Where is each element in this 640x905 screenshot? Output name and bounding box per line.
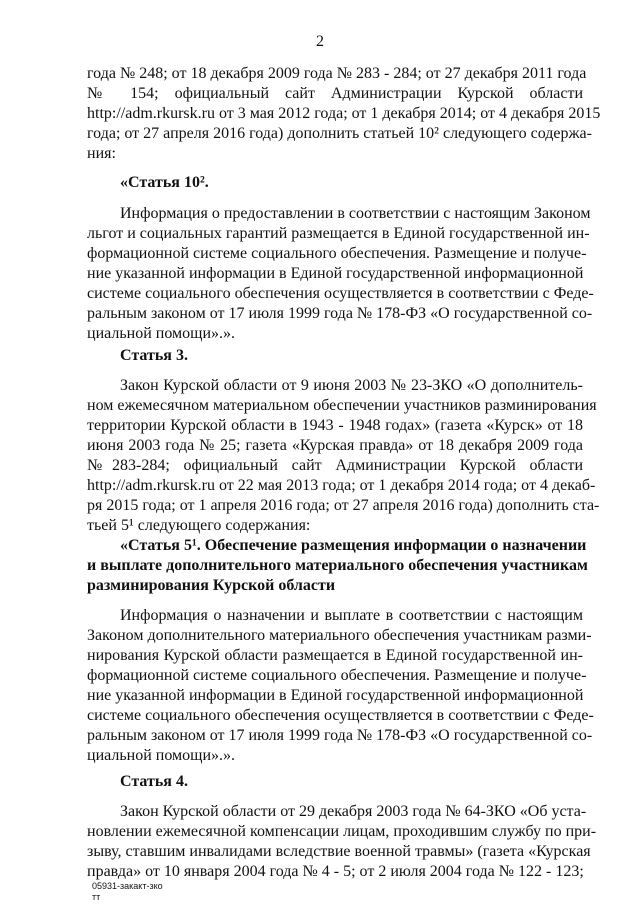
paragraph-line: года; от 27 апреля 2016 года) дополнить статьей 10² следующего содержа- [87, 125, 592, 142]
paragraph-line: июня 2003 года № 25; газета «Курская правда» от 18 декабря 2009 года [87, 437, 583, 454]
paragraph-line: циальной помощи».». [87, 747, 236, 764]
paragraph-line: Закон Курской области от 9 июня 2003 № 23-ЗКО «О дополнитель- [120, 377, 583, 394]
paragraph-line: новлении ежемесячной компенсации лицам, проходившим службу по при- [87, 823, 597, 840]
paragraph-line: ние указанной информации в Единой государственной информационной [87, 265, 584, 282]
paragraph-line: тьей 5¹ следующего содержания: [87, 517, 311, 534]
article-heading: «Статья 5¹. Обеспечение размещения информации о назначении [120, 537, 587, 554]
paragraph-line: Информация о предоставлении в соответствии с настоящим Законом [120, 205, 591, 222]
paragraph-line: Информация о назначении и выплате в соответствии с настоящим [120, 607, 583, 624]
paragraph-line: зыву, ставшим инвалидами вследствие военной травмы» (газета «Курская [87, 843, 591, 860]
footer-code: 05931-закакт-зко [92, 881, 163, 891]
paragraph-line: льгот и социальных гарантий размещается в Единой государственной ин- [87, 225, 590, 242]
paragraph-line: http://adm.rkursk.ru от 22 мая 2013 года; от 1 декабря 2014 года; от 4 декаб- [87, 477, 596, 494]
paragraph-line: Законом дополнительного материального обеспечения участникам разми- [87, 627, 592, 644]
article-heading: Статья 3. [120, 347, 188, 364]
paragraph-line: системе социального обеспечения осуществляется в соответствии с Феде- [87, 707, 594, 724]
footer-initials: тт [92, 892, 101, 902]
paragraph-line: http://adm.rkursk.ru от 3 мая 2012 года; от 1 декабря 2014; от 4 декабря 2015 [87, 105, 601, 122]
article-heading: разминирования Курской области [87, 577, 336, 594]
paragraph-line: правда» от 10 января 2004 года № 4 - 5; от 2 июля 2004 года № 122 - 123; [87, 863, 584, 880]
paragraph-line: Закон Курской области от 29 декабря 2003 года № 64-ЗКО «Об уста- [120, 803, 587, 820]
paragraph-line: №283-284; официальный сайт Администрации Курской области [87, 457, 583, 474]
paragraph-line: ние указанной информации в Единой государственной информационной [87, 687, 584, 704]
paragraph-line: территории Курской области в 1943 - 1948 годах» (газета «Курск» от 18 [87, 417, 583, 434]
paragraph-line: ном ежемесячном материальном обеспечении участников разминирования [87, 397, 597, 414]
paragraph-line: ральным законом от 17 июля 1999 года № 178-ФЗ «О государственной со- [87, 305, 593, 322]
paragraph-line: ния: [87, 145, 116, 162]
article-heading: «Статья 10². [120, 174, 209, 191]
page-number: 2 [316, 33, 324, 50]
paragraph-line: нирования Курской области размещается в Единой государственной ин- [87, 647, 583, 664]
paragraph-line: ря 2015 года; от 1 апреля 2016 года; от 27 апреля 2016 года) дополнить ста- [87, 497, 600, 514]
paragraph-line: системе социального обеспечения осуществляется в соответствии с Феде- [87, 285, 594, 302]
article-heading: Статья 4. [120, 773, 188, 790]
paragraph-line: года № 248; от 18 декабря 2009 года № 283 - 284; от 27 декабря 2011 года [87, 65, 587, 82]
paragraph-line: № 154; официальный сайт Администрации Курской области [87, 85, 583, 102]
paragraph-line: формационной системе социального обеспечения. Размещение и получе- [87, 667, 587, 684]
paragraph-line: циальной помощи».». [87, 325, 236, 342]
paragraph-line: ральным законом от 17 июля 1999 года № 178-ФЗ «О государственной со- [87, 727, 593, 744]
paragraph-line: формационной системе социального обеспечения. Размещение и получе- [87, 245, 587, 262]
article-heading: и выплате дополнительного материального обеспечения участникам [87, 557, 588, 574]
